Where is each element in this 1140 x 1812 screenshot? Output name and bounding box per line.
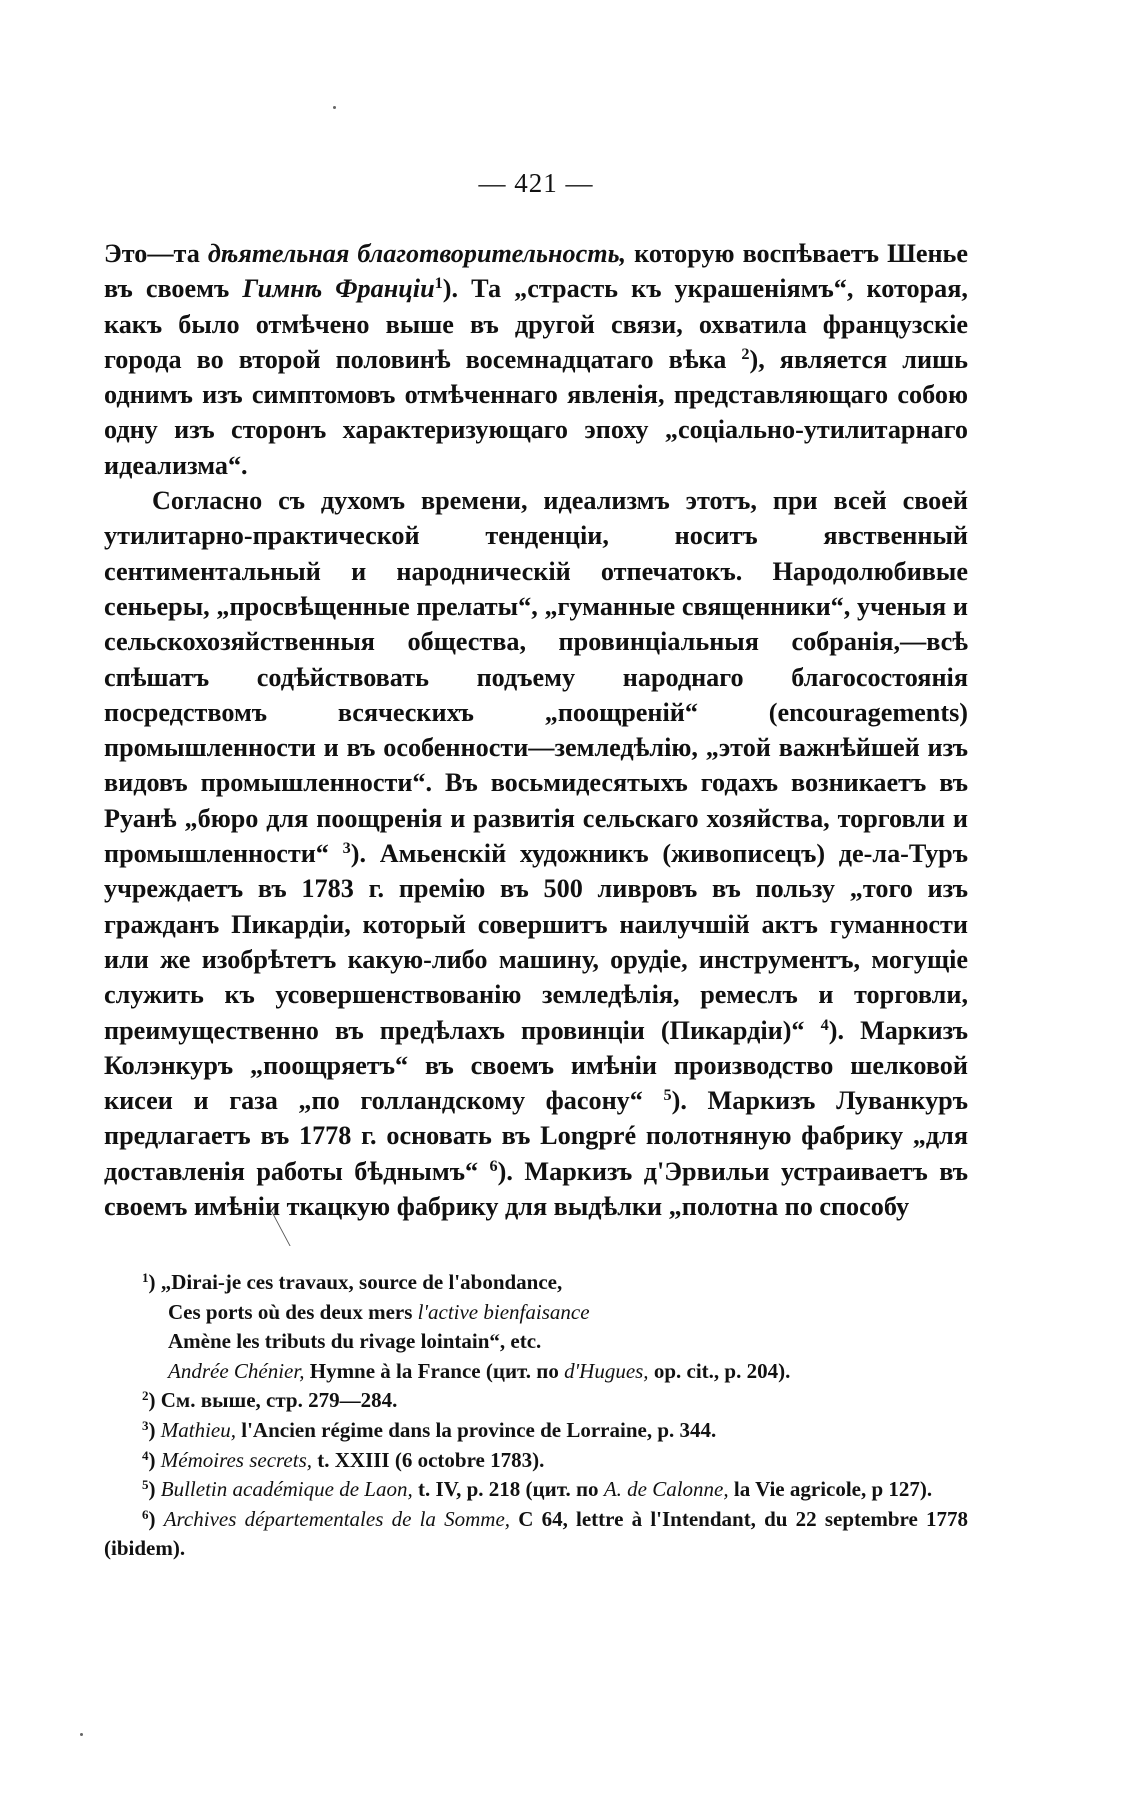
text-segment-italic: Archives départementales de la Somme, xyxy=(163,1506,511,1531)
text-segment-italic: Гимнѣ Франціи xyxy=(242,274,435,304)
text-segment: op. cit., p. 204). xyxy=(648,1358,791,1383)
text-segment: ). Маркизъ Луванкуръ предлагаетъ въ 1778 г. основать въ Longpré полотняную фабрику „для доставленія работы бѣднымъ“ xyxy=(104,1086,968,1186)
text-segment-italic: A. de Calonne, xyxy=(603,1477,729,1502)
print-speck xyxy=(333,106,336,109)
footnote-ref: 6 xyxy=(489,1156,498,1175)
text-segment-italic: Mémoires secrets, xyxy=(160,1447,313,1472)
footnote-5: $^5$) Bulletin académique de Laon, t. IV, p. 218 (цит. по A. de Calonne, la Vie agricole, p 127). xyxy=(142,1477,933,1502)
footnote-mark: 5 xyxy=(142,1477,149,1492)
footnote-signature xyxy=(104,1357,968,1387)
text-segment: C 64, lettre à l'Intendant, du 22 septembre 1778 (ibidem). xyxy=(104,1506,968,1561)
footnote-ref: 3 xyxy=(342,839,351,858)
text-segment: ), является лишь однимъ изъ симптомовъ отмѣченнаго явленія, представляющаго собою одну изъ сторонъ характеризующаго эпоху „соціально-утилитарнаго идеализма“. xyxy=(104,344,968,480)
text-segment: Согласно съ духомъ времени, идеализмъ этотъ, при всей своей утилитарно-практической тенденціи, носитъ явственный сентиментальный и народническій отпечатокъ. Народолюбивые сеньеры, „просвѣщенные прелаты“, „гуманные священники“, ученыя и сельскохозяйственныя общества, провинціальныя собранія,—всѣ спѣшатъ содѣйствовать подъему народнаго благосостоянія посредствомъ всяческихъ „поощреній“ (encouragements) промышленности и въ особенности—земледѣлію, „этой важнѣйшей изъ видовъ промышленности“. Въ восьмидесятыхъ годахъ возникаетъ въ Руанѣ „бюро для поощренія и развитія сельскаго хозяйства, торговли и промышленности“ xyxy=(104,486,968,869)
text-segment-italic: l'active bienfaisance xyxy=(417,1299,590,1324)
paragraph-2 xyxy=(104,483,968,1224)
text-segment: ). Амьенскій художникъ (живописецъ) де-ла-Туръ учреждаетъ въ 1783 г. премію въ 500 ливровъ въ пользу „того изъ гражданъ Пикардіи, который совершитъ наилучшій актъ гуманности или же изобрѣтетъ какую-либо машину, орудіе, инструментъ, могущіе служить къ усовершенствованію земледѣлія, ремеслъ и торговли, преимущественно въ предѣлахъ провинціи (Пикардіи)“ xyxy=(104,839,968,1045)
text-segment: „Dirai-je ces travaux, source de l'abondance, xyxy=(160,1270,563,1294)
text-segment: ). Маркизъ Колэнкуръ „поощряетъ“ въ своемъ имѣніи производство шелковой кисеи и газа „по голландскому фасону“ xyxy=(104,1015,968,1116)
text-segment: которую воспѣваетъ Шенье въ своемъ xyxy=(104,239,969,304)
text-segment: la Vie agricole, p 127). xyxy=(728,1477,933,1502)
print-speck xyxy=(80,1733,83,1736)
footnote-mark: 2 xyxy=(142,1388,149,1404)
footnote-mark: 3 xyxy=(142,1417,149,1433)
paragraph-1 xyxy=(104,236,968,483)
footnote-verse-line xyxy=(104,1298,968,1328)
main-text xyxy=(104,236,968,1224)
footnote-ref: 5 xyxy=(663,1086,672,1105)
footnotes xyxy=(104,1268,968,1564)
text-segment: ). Та „страсть къ украшеніямъ“, которая, какъ было отмѣчено выше въ другой связи, охватила французскіе города во второй половинѣ восемнадцатаго вѣка xyxy=(104,274,968,374)
footnote-mark: 6 xyxy=(142,1506,149,1522)
text-segment-italic: Andrée Chénier, xyxy=(168,1358,305,1383)
footnote-verse-line xyxy=(104,1327,968,1357)
footnote-mark: 1 xyxy=(142,1269,149,1285)
footnote-4: $^4$) Mémoires secrets, t. XXIII (6 octobre 1783). xyxy=(142,1447,545,1472)
footnote-1 xyxy=(104,1268,968,1386)
text-segment-italic: дѣятельная благотворительность, xyxy=(207,239,627,268)
page-number: — 421 — xyxy=(478,168,594,198)
footnote-ref: 4 xyxy=(820,1015,829,1034)
footnote-2: $^2$) См. выше, стр. 279—284. xyxy=(142,1388,398,1413)
text-segment-italic: Mathieu, xyxy=(160,1417,236,1442)
footnote-verse-line: $^1$) „Dirai-je ces travaux, source de l'abondance, xyxy=(142,1269,563,1294)
text-segment-italic: d'Hugues, xyxy=(564,1358,649,1383)
text-segment: Ces ports où des deux mers xyxy=(168,1299,418,1324)
text-segment: Hymne à la France (цит. по xyxy=(304,1358,565,1383)
footnote-6: $^6$) Archives départementales de la Somme, C 64, lettre à l'Intendant, du 22 septembre 1778 (ibidem). xyxy=(104,1506,968,1561)
text-segment: Это—та xyxy=(104,239,208,268)
text-segment: t. XXIII (6 octobre 1783). xyxy=(312,1447,545,1472)
text-segment: t. IV, p. 218 (цит. по xyxy=(412,1477,604,1502)
text-segment: ). Маркизъ д'Эрвильи устраиваетъ въ своемъ имѣніи ткацкую фабрику для выдѣлки „полотна по способу xyxy=(104,1156,968,1222)
footnote-ref: 2 xyxy=(741,344,750,363)
footnote-mark: 4 xyxy=(142,1447,149,1463)
text-segment: Amène les tributs du rivage lointain“, etc. xyxy=(168,1329,542,1354)
text-segment: См. выше, стр. 279—284. xyxy=(160,1388,398,1413)
footnote-ref: 1 xyxy=(434,274,443,293)
footnote-3: $^3$) Mathieu, l'Ancien régime dans la province de Lorraine, p. 344. xyxy=(142,1417,717,1442)
text-segment-italic: Bulletin académique de Laon, xyxy=(160,1477,413,1502)
text-segment: l'Ancien régime dans la province de Lorraine, p. 344. xyxy=(236,1417,717,1442)
